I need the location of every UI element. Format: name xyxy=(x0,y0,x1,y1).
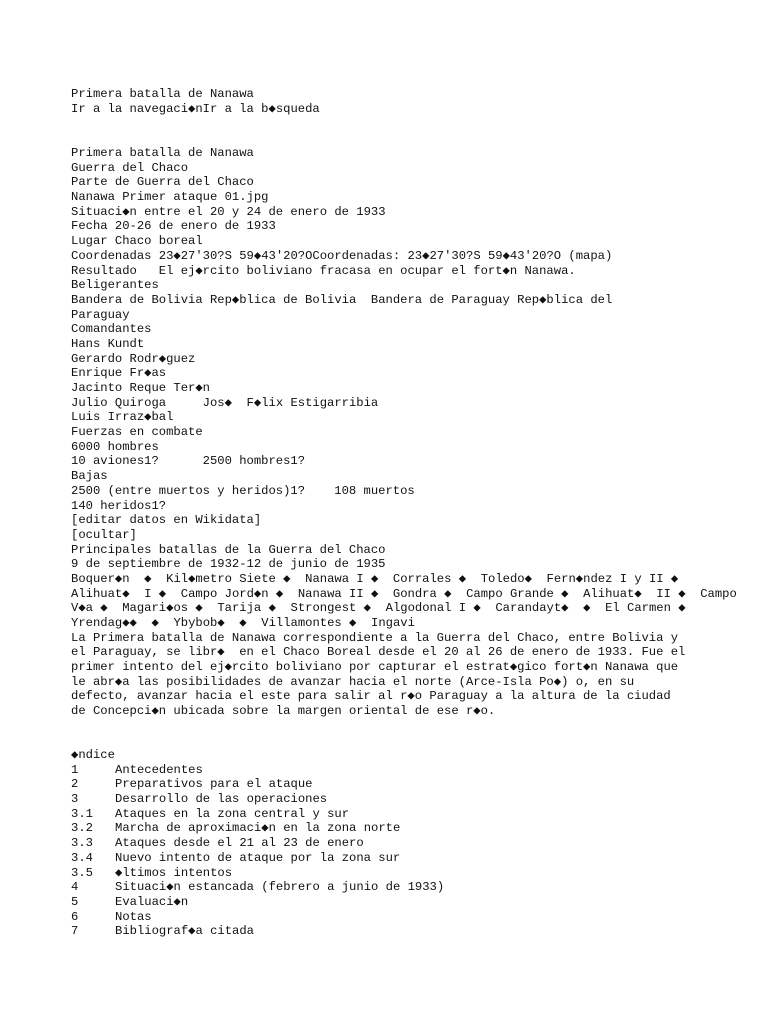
toc-item[interactable] xyxy=(71,895,761,910)
text-line: primer intento del ej◆rcito boliviano por capturar el estrat◆gico fort◆n Nanawa que xyxy=(71,660,679,675)
text-line: Boquer◆n ◆ Kil◆metro Siete ◆ Nanawa I ◆ Corrales ◆ Toledo◆ Fern◆ndez I y II ◆ xyxy=(71,571,679,586)
text-line: 6000 hombres xyxy=(71,439,159,454)
document-header xyxy=(71,87,761,116)
toc-item-number: 3.4 xyxy=(71,850,93,865)
toc-item[interactable] xyxy=(71,807,761,822)
toc-item[interactable] xyxy=(71,910,761,925)
text-line: de Concepci◆n ubicada sobre la margen oriental de ese r◆o. xyxy=(71,704,496,719)
document-body xyxy=(71,146,761,719)
toc-item[interactable] xyxy=(71,777,761,792)
toc-item-number: 3.5 xyxy=(71,865,93,880)
text-line: le abr◆a las posibilidades de avanzar hacia el norte (Arce-Isla Po◆) o, en su xyxy=(71,674,635,689)
toc-list xyxy=(71,763,761,939)
toc-item-label[interactable]: Nuevo intento de ataque por la zona sur xyxy=(115,850,401,865)
text-line: Bajas xyxy=(71,469,108,484)
text-line: [ocultar] xyxy=(71,527,137,542)
toc-item-label[interactable]: Marcha de aproximaci◆n en la zona norte xyxy=(115,821,401,836)
toc-item-label[interactable]: Bibliograf◆a citada xyxy=(115,924,254,939)
text-line: Gerardo Rodr◆guez xyxy=(71,351,196,366)
toc-item[interactable] xyxy=(71,851,761,866)
text-line: Alihuat◆ I ◆ Campo Jord◆n ◆ Nanawa II ◆ Gondra ◆ Campo Grande ◆ Alihuat◆ II ◆ Campo xyxy=(71,586,737,601)
toc-item-number: 4 xyxy=(71,880,79,895)
text-line: Fuerzas en combate xyxy=(71,425,203,440)
toc-item[interactable] xyxy=(71,821,761,836)
toc-item-number: 3.2 xyxy=(71,821,93,836)
toc-item-number: 1 xyxy=(71,762,79,777)
toc-item-number: 7 xyxy=(71,924,79,939)
toc-item-label[interactable]: Notas xyxy=(115,909,152,924)
text-line: Hans Kundt xyxy=(71,336,145,351)
text-line: Comandantes xyxy=(71,322,152,337)
toc-item[interactable] xyxy=(71,880,761,895)
text-line: V◆a ◆ Magari◆os ◆ Tarija ◆ Strongest ◆ Algodonal I ◆ Carandayt◆ ◆ El Carmen ◆ xyxy=(71,601,686,616)
text-line: La Primera batalla de Nanawa correspondiente a la Guerra del Chaco, entre Bolivia y xyxy=(71,630,679,645)
text-line: Bandera de Bolivia Rep◆blica de Bolivia Bandera de Paraguay Rep◆blica del xyxy=(71,292,613,307)
toc-item-number: 2 xyxy=(71,777,79,792)
text-line: Primera batalla de Nanawa xyxy=(71,146,254,160)
text-line: defecto, avanzar hacia el este para salir al r◆o Paraguay a la altura de la ciudad xyxy=(71,689,671,704)
toc-item[interactable] xyxy=(71,866,761,881)
toc-item-label[interactable]: Ataques desde el 21 al 23 de enero xyxy=(115,836,364,851)
skip-navigation-links[interactable]: Ir a la navegaci◆nIr a la b◆squeda xyxy=(71,101,320,116)
text-line: [editar datos en Wikidata] xyxy=(71,513,262,528)
text-line: Lugar Chaco boreal xyxy=(71,234,203,249)
toc-item[interactable] xyxy=(71,763,761,778)
toc-item-number: 3.3 xyxy=(71,836,93,851)
text-line: Fecha 20-26 de enero de 1933 xyxy=(71,219,276,234)
text-line: Coordenadas 23◆27'30?S 59◆43'20?OCoordenadas: 23◆27'30?S 59◆43'20?O (mapa) xyxy=(71,248,613,263)
text-line: Enrique Fr◆as xyxy=(71,366,167,381)
table-of-contents xyxy=(71,748,761,939)
text-line: 2500 (entre muertos y heridos)1? 108 muertos xyxy=(71,483,415,498)
text-line: Nanawa Primer ataque 01.jpg xyxy=(71,190,269,205)
page-title: Primera batalla de Nanawa xyxy=(71,87,254,101)
toc-item[interactable] xyxy=(71,792,761,807)
toc-item[interactable] xyxy=(71,836,761,851)
toc-item-label[interactable]: Preparativos para el ataque xyxy=(115,777,313,792)
text-line: Principales batallas de la Guerra del Chaco xyxy=(71,542,386,557)
text-line: 10 aviones1? 2500 hombres1? xyxy=(71,454,306,469)
text-line: Situaci◆n entre el 20 y 24 de enero de 1933 xyxy=(71,204,386,219)
text-line: 140 heridos1? xyxy=(71,498,167,513)
text-line: 9 de septiembre de 1932-12 de junio de 1935 xyxy=(71,557,386,572)
toc-item-label[interactable]: Ataques en la zona central y sur xyxy=(115,806,350,821)
toc-item[interactable] xyxy=(71,924,761,939)
toc-item-label[interactable]: Desarrollo de las operaciones xyxy=(115,792,328,807)
text-line: Luis Irraz◆bal xyxy=(71,410,174,425)
toc-item-label[interactable]: Situaci◆n estancada (febrero a junio de 1933) xyxy=(115,880,445,895)
toc-item-label[interactable]: Evaluaci◆n xyxy=(115,894,189,909)
toc-item-number: 3 xyxy=(71,792,79,807)
toc-item-label[interactable]: Antecedentes xyxy=(115,762,203,777)
text-line: el Paraguay, se libr◆ en el Chaco Boreal desde el 20 al 26 de enero de 1933. Fue el xyxy=(71,645,686,660)
toc-item-number: 6 xyxy=(71,909,79,924)
toc-item-number: 3.1 xyxy=(71,806,93,821)
toc-title: ◆ndice xyxy=(71,748,115,762)
text-line: Guerra del Chaco xyxy=(71,160,189,175)
text-line: Resultado El ej◆rcito boliviano fracasa en ocupar el fort◆n Nanawa. xyxy=(71,263,576,278)
text-line: Parte de Guerra del Chaco xyxy=(71,175,254,190)
text-line: Beligerantes xyxy=(71,278,159,293)
toc-item-label[interactable]: ◆ltimos intentos xyxy=(115,865,233,880)
text-line: Jacinto Reque Ter◆n xyxy=(71,381,210,395)
text-line: Paraguay xyxy=(71,307,130,322)
text-line: Yrendag◆◆ ◆ Ybybob◆ ◆ Villamontes ◆ Ingavi xyxy=(71,616,415,630)
text-line: Julio Quiroga Jos◆ F◆lix Estigarribia xyxy=(71,395,379,410)
toc-item-number: 5 xyxy=(71,894,79,909)
